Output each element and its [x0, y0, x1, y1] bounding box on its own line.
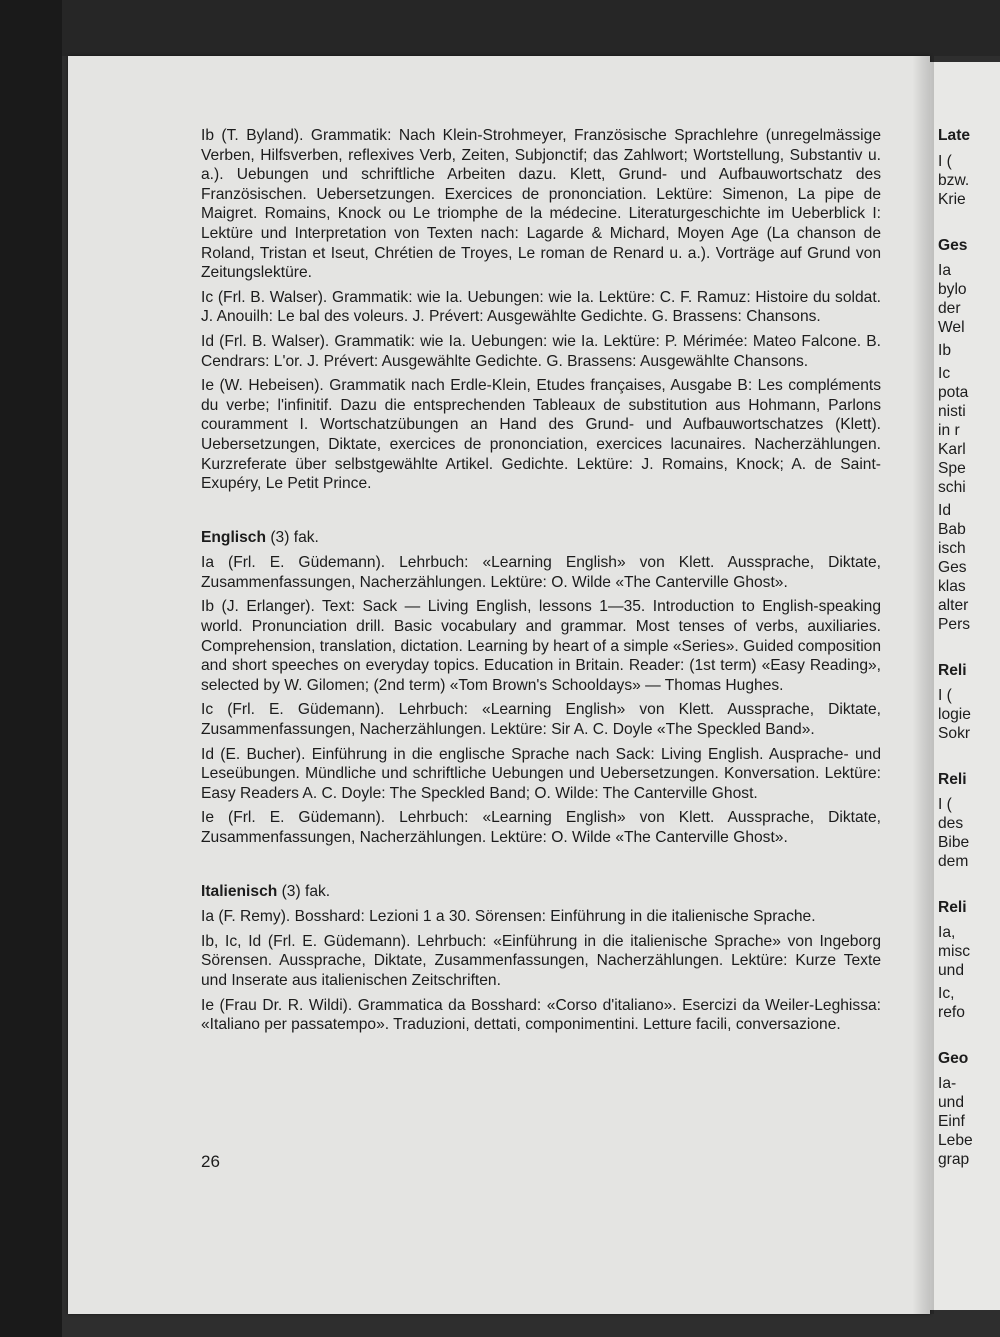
next-page-line: Reli [938, 662, 967, 679]
next-page-line: pota [938, 384, 969, 401]
next-page-line: bylo [938, 281, 967, 298]
next-page-line: des [938, 815, 964, 832]
next-page-line: Late [938, 127, 971, 144]
heading-name: Italienisch [201, 882, 278, 900]
next-page-line: isch [938, 540, 966, 557]
next-page-line: Ic [938, 365, 951, 382]
paragraph-franz-id: Id (Frl. B. Walser). Grammatik: wie Ia. Uebungen: wie Ia. Lektüre: P. Mérimée: Mateo Falcone. B. Cendrars: L'or. J. Prévert: Ausgewählte Gedichte. G. Brassens: Ausgewählte Chansons. [201, 332, 881, 370]
next-page-line: Krie [938, 191, 966, 208]
next-page-line: Einf [938, 1113, 965, 1130]
next-page-line: nisti [938, 403, 966, 420]
page-number: 26 [201, 1152, 220, 1171]
next-page-line: Pers [938, 616, 971, 633]
next-page-line: I ( [938, 153, 952, 170]
next-page-line: dem [938, 853, 969, 870]
paragraph-ital-ia: Ia (F. Remy). Bosshard: Lezioni 1 a 30. Sörensen: Einführung in die italienische Sprache. [201, 908, 816, 926]
next-page-line: Ia, [938, 924, 956, 941]
section-heading-englisch [201, 528, 881, 548]
heading-name: Englisch [201, 528, 266, 546]
next-page-line: Bibe [938, 834, 970, 851]
next-page-line: Ib [938, 342, 952, 359]
next-page-line: Ia- [938, 1075, 957, 1092]
next-page-line: schi [938, 479, 966, 496]
next-page-line: misc [938, 943, 971, 960]
next-page-fragment [930, 62, 1000, 1310]
paragraph-engl-ib: Ib (J. Erlanger). Text: Sack — Living English, lessons 1—35. Introduction to English-speaking world. Pronunciation drill. Basic vocabulary and grammar. Most tenses of verbs, auxiliaries. Comprehension, translation, dictation. Learning by heart of a simple «Series». Guided composition and short speeches on everyday topics. Education in Britain. Reader: (1st term) «Easy Reading», selected by W. Gilomen; (2nd term) «Tom Brown's Schooldays» — Thomas Hughes. [201, 598, 881, 694]
scan-background-left [0, 0, 62, 1337]
next-page-line: Reli [938, 899, 967, 916]
next-page-line: bzw. [938, 172, 970, 189]
next-page-line: Reli [938, 771, 967, 788]
paragraph-engl-ic: Ic (Frl. E. Güdemann). Lehrbuch: «Learning English» von Klett. Aussprache, Diktate, Zusammenfassungen, Nacherzählungen. Lektüre: Sir A. C. Doyle «The Speckled Band». [201, 701, 881, 739]
section-heading-italienisch [201, 882, 881, 902]
next-page-line: Wel [938, 319, 965, 336]
next-page-line: in r [938, 422, 960, 439]
next-page-line: logie [938, 706, 971, 723]
heading-meta: (3) fak. [281, 882, 331, 900]
next-page-line: und [938, 1094, 965, 1111]
paragraph-ital-ib-ic-id: Ib, Ic, Id (Frl. E. Güdemann). Lehrbuch: «Einführung in die italienische Sprache» von Ingeborg Sörensen. Aussprache, Diktate, Zusammenfassungen, Nacherzählungen. Lektüre: Kurze Texte und Inserate aus italienischen Zeitschriften. [201, 932, 881, 989]
next-page-line: Spe [938, 460, 966, 477]
next-page-line: Id [938, 502, 952, 519]
paragraph-franz-ic: Ic (Frl. B. Walser). Grammatik: wie Ia. Uebungen: wie Ia. Lektüre: C. F. Ramuz: Histoire du soldat. J. Anouilh: Le bal des voleurs. J. Prévert: Ausgewählte Gedichte. G. Brassens: Chansons. [201, 288, 881, 326]
next-page-line: Karl [938, 441, 966, 458]
next-page-line: refo [938, 1004, 965, 1021]
heading-meta: (3) fak. [270, 528, 319, 546]
section-franzoesisch-continued [201, 126, 881, 494]
scan-background-top [0, 0, 1000, 56]
next-page-line: I ( [938, 796, 952, 813]
next-page-line: grap [938, 1151, 970, 1168]
book-gutter-shadow [912, 56, 934, 1314]
section-italienisch [201, 882, 881, 1035]
paragraph-engl-ia: Ia (Frl. E. Güdemann). Lehrbuch: «Learning English» von Klett. Aussprache, Diktate, Zusammenfassungen, Nacherzählungen. Lektüre: O. Wilde «The Canterville Ghost». [201, 554, 881, 591]
next-page-line: Ges [938, 237, 968, 254]
next-page-line: klas [938, 578, 966, 595]
next-page-line: Sokr [938, 725, 971, 742]
paragraph-engl-id: Id (E. Bucher). Einführung in die englische Sprache nach Sack: Living English. Ausprache- und Leseübungen. Mündliche und schriftliche Uebungen und Uebersetzungen. Konversation. Lektüre: Easy Readers A. C. Doyle: The Speckled Band; O. Wilde: The Canterville Ghost. [201, 745, 881, 802]
paragraph-franz-ib: Ib (T. Byland). Grammatik: Nach Klein-Strohmeyer, Französische Sprachlehre (unregelmässige Verben, Hilfsverben, reflexives Verb, Zeiten, Subjonctif; das Zahlwort; Wortstellung, Substantiv u. a.). Uebungen und schriftliche Arbeiten dazu. Klett, Grund- und Aufbauwortschatz des Französischen. Uebersetzungen. Exercices de prononciation. Lektüre: Simenon, La pipe de Maigret. Romains, Knock ou Le triomphe de la médecine. Literaturgeschichte im Ueberblick I: Lektüre und Interpretation von Texten nach: Lagarde & Michard, Moyen Age (La chanson de Roland, Tristan et Iseut, Chrétien de Troyes, Le roman de Renard u. a.). Vorträge auf Grund von Zeitungslektüre. [201, 127, 881, 282]
next-page-line: Ic, [938, 985, 955, 1002]
next-page-line: und [938, 962, 965, 979]
next-page-line: Ges [938, 559, 967, 576]
next-page-line: der [938, 300, 961, 317]
paragraph-engl-ie: Ie (Frl. E. Güdemann). Lehrbuch: «Learning English» von Klett. Aussprache, Diktate, Zusammenfassungen, Nacherzählungen. Lektüre: O. Wilde «The Canterville Ghost». [201, 809, 881, 846]
paragraph-franz-ie: Ie (W. Hebeisen). Grammatik nach Erdle-Klein, Etudes françaises, Ausgabe B: Les compléments du verbe; l'infinitif. Dazu die entsprechenden Tableaux de substitution aus Hohmann, Parlons couramment I. Wortschatzübungen an Hand des Grund- und Aufbauwortschatzes (Klett). Uebersetzungen, Diktate, exercices de prononciation, exercices lacunaires. Nacherzählungen. Kurzreferate über selbstgewählte Artikel. Gedichte. Lektüre: J. Romains, Knock; A. de Saint-Exupéry, Le Petit Prince. [201, 377, 881, 493]
next-page-line: Lebe [938, 1132, 973, 1149]
section-englisch [201, 528, 881, 848]
page-content [201, 126, 881, 1040]
next-page-line: Geo [938, 1050, 969, 1067]
next-page-line: Bab [938, 521, 966, 538]
next-page-line: Ia [938, 262, 952, 279]
next-page-line: alter [938, 597, 969, 614]
next-page-line: I ( [938, 687, 952, 704]
paragraph-ital-ie: Ie (Frau Dr. R. Wildi). Grammatica da Bosshard: «Corso d'italiano». Esercizi da Weiler-Leghissa: «Italiano per passatempo». Traduzioni, dettati, componimentini. Letture facili, conversazione. [201, 996, 881, 1034]
